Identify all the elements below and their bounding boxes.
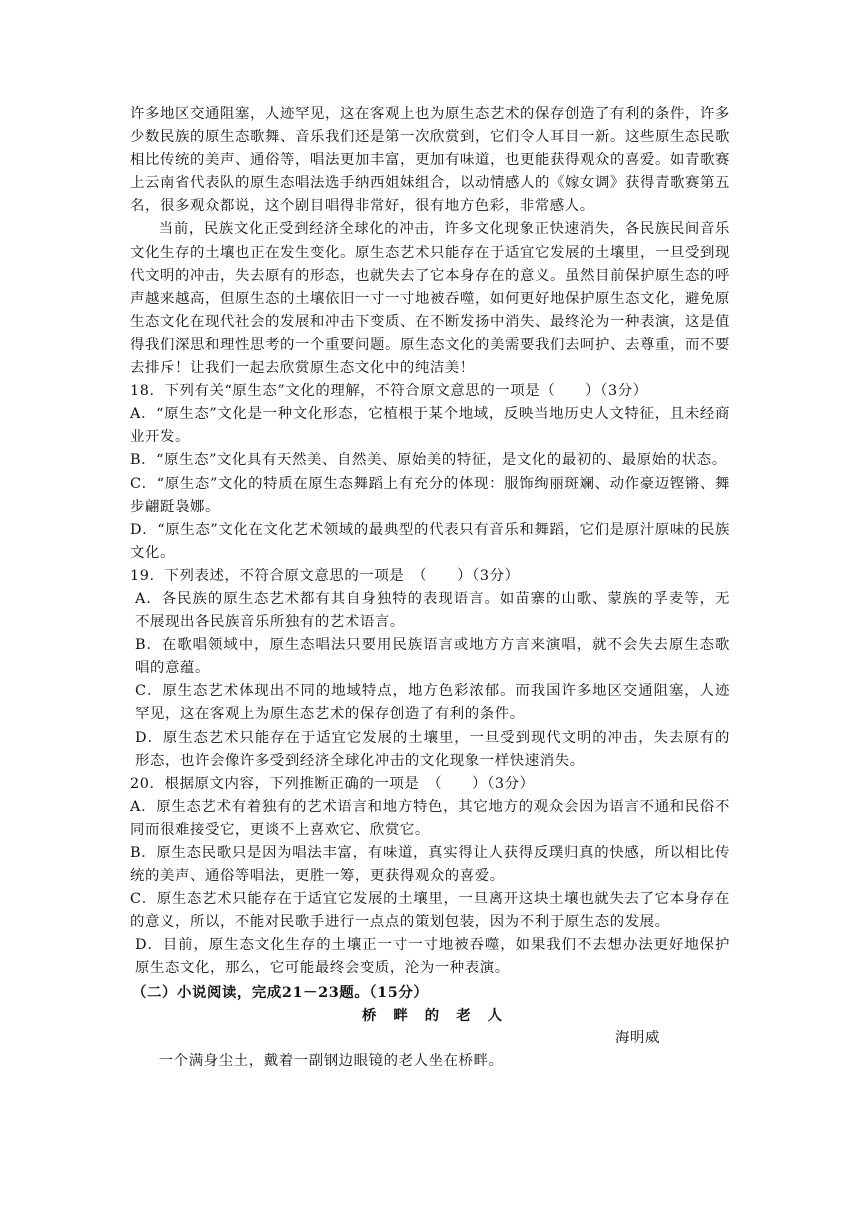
question-20-stem: 20．根据原文内容，下列推断正确的一项是 （ ）（3分） [130,775,535,792]
question-18-option-c: C．“原生态”文化的特质在原生态舞蹈上有充分的体现：服饰绚丽斑斓、动作豪迈铿锵、舞步翩跹袅娜。 [130,475,730,515]
story-first-line: 一个满身尘土，戴着一副钢边眼镜的老人坐在桥畔。 [158,1052,504,1069]
question-19-stem: 19．下列表述，不符合原文意思的一项是 （ ）（3分） [130,567,520,584]
question-19-option-a: A．各民族的原生态艺术都有其自身独特的表现语言。如苗寨的山歌、蒙族的孚麦等，无不展现出各民族音乐所独有的艺术语言。 [135,590,730,631]
question-19-option-d: D．原生态艺术只能存在于适宜它发展的土壤里，一旦受到现代文明的冲击，失去原有的形态，也许会像许多受到经济全球化冲击的文化现象一样快速消失。 [135,729,730,769]
question-18-option-a: A．“原生态”文化是一种文化形态，它植根于某个地域，反映当地历史人文特征，且未经商业开发。 [130,406,730,446]
question-20-option-a: A．原生态艺术有着独有的艺术语言和地方特色，其它地方的观众会因为语言不通和民俗不同而很难接受它，更谈不上喜欢它、欣赏它。 [130,798,730,838]
question-18-option-d: D．“原生态”文化在文化艺术领域的最典型的代表只有音乐和舞蹈，它们是原汁原味的民族文化。 [130,521,730,561]
paragraph-1: 许多地区交通阻塞，人迹罕见，这在客观上也为原生态艺术的保存创造了有利的条件，许多少数民族的原生态歌舞、音乐我们还是第一次欣赏到，它们令人耳目一新。这些原生态民歌相比传统的美声、通俗等，唱法更加丰富，更加有味道，也更能获得观众的喜爱。如青歌赛上云南省代表队的原生态唱法选手纳西姐妹组合，以动情感人的《嫁女调》获得青歌赛第五名，很多观众都说，这个剧目唱得非常好，很有地方色彩，非常感人。 [130,106,730,215]
question-20 [130,773,730,981]
question-20-option-b: B．原生态民歌只是因为唱法丰富，有味道，真实得让人获得反璞归真的快感，所以相比传统的美声、通俗等唱法，更胜一筹，更获得观众的喜爱。 [130,845,730,885]
story-title: 桥 畔 的 老 人 [362,1006,508,1024]
question-18 [130,380,730,565]
question-19-option-c: C．原生态艺术体现出不同的地域特点，地方色彩浓郁。而我国许多地区交通阻塞，人迹罕见，这在客观上为原生态艺术的保存创造了有利的条件。 [135,683,730,723]
question-19-option-b: B．在歌唱领域中，原生态唱法只要用民族语言或地方方言来演唱，就不会失去原生态歌唱的意蕴。 [135,637,730,677]
question-18-option-b: B．“原生态”文化具有天然美、自然美、原始美的特征，是文化的最初的、最原始的状态。 [130,452,727,469]
question-18-stem: 18．下列有关“原生态”文化的理解，不符合原文意思的一项是（ ）（3分） [130,383,648,400]
section-heading: （二）小说阅读，完成21－23题。（15分） [132,983,429,1001]
document-page [130,103,730,1073]
question-20-option-d: D．目前，原生态文化生存的土壤正一寸一寸地被吞噬，如果我们不去想办法更好地保护原生态文化，那么，它可能最终会变质，沦为一种表演。 [135,937,730,977]
question-20-option-c: C．原生态艺术只能存在于适宜它发展的土壤里，一旦离开这块土壤也就失去了它本身存在的意义，所以，不能对民歌手进行一点点的策划包装，因为不利于原生态的发展。 [130,891,730,931]
question-19 [130,565,730,773]
paragraph-2: 当前，民族文化正受到经济全球化的冲击，许多文化现象正快速消失，各民族民间音乐文化生存的土壤也正在发生变化。原生态艺术只能存在于适宜它发展的土壤里，一旦受到现代文明的冲击，失去原有的形态，也就失去了它本身存在的意义。虽然目前保护原生态的呼声越来越高，但原生态的土壤依旧一寸一寸地被吞噬，如何更好地保护原生态文化，避免原生态文化在现代社会的发展和冲击下变质、在不断发扬中消失、最终沦为一种表演，这是值得我们深思和理性思考的一个重要问题。原生态文化的美需要我们去呵护、去尊重，而不要去排斥！让我们一起去欣赏原生态文化中的纯洁美！ [130,221,730,377]
story-author: 海明威 [615,1029,660,1046]
